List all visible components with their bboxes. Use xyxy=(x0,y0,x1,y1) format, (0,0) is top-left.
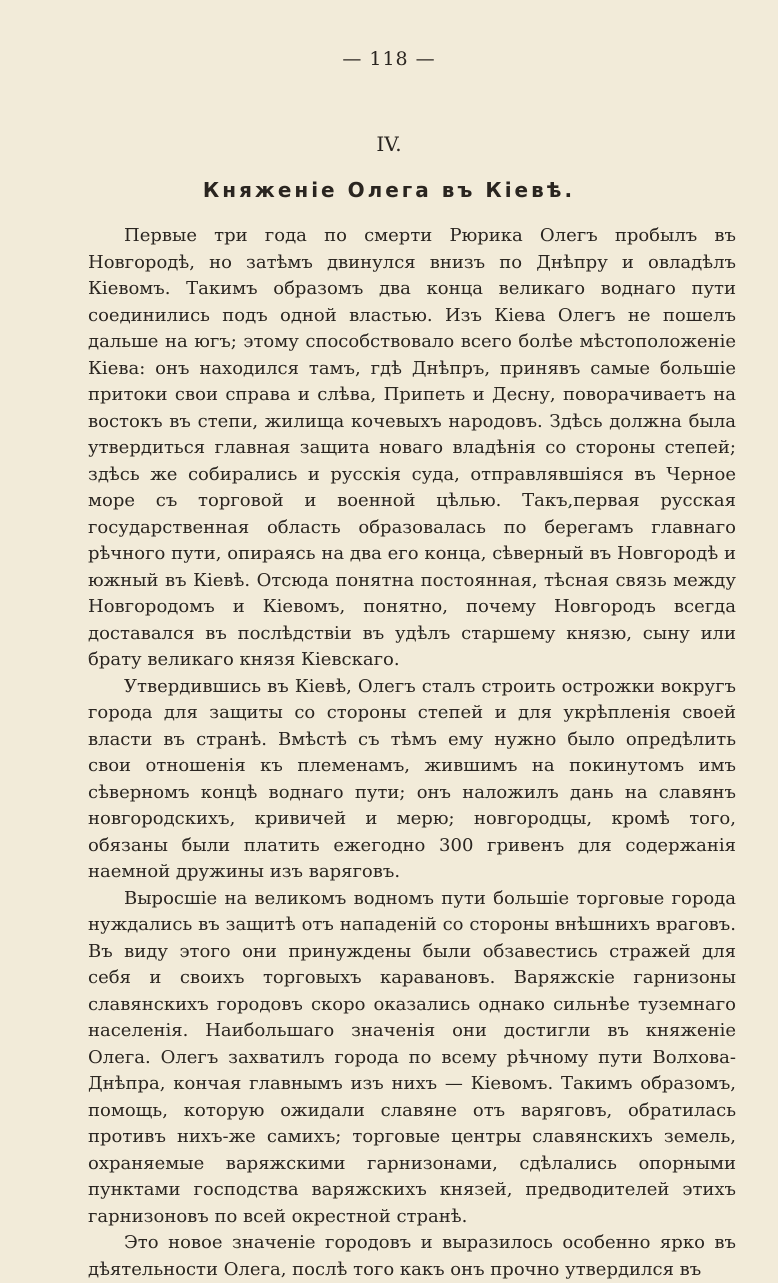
paragraph-1: Первые три года по смерти Рюрика Олегъ пробылъ въ Новгородѣ, но затѣмъ двинулся внизъ по Днѣпру и овладѣлъ Кіевомъ. Такимъ образомъ два конца великаго воднаго пути соединились подъ одной властью. Изъ Кіева Олегъ не пошелъ дальше на югъ; этому способствовало всего болѣе мѣстоположеніе Кіева: онъ находился тамъ, гдѣ Днѣпръ, принявъ самые большіе притоки свои справа и слѣва, Припеть и Десну, поворачиваетъ на востокъ въ степи, жилища кочевыхъ народовъ. Здѣсь должна была утвердиться главная защита новаго владѣнія со стороны степей; здѣсь же собирались и русскія суда, отправлявшіяся въ Черное море съ торговой и военной цѣлью. Такъ,первая русская государственная область образовалась по берегамъ главнаго рѣчного пути, опираясь на два его конца, сѣверный въ Новгородѣ и южный въ Кіевѣ. Отсюда понятна постоянная, тѣсная связь между Новгородомъ и Кіевомъ, понятно, почему Новгородъ всегда доставался въ послѣдствіи въ удѣлъ старшему князю, сыну или брату великаго князя Кіевскаго. xyxy=(88,225,736,670)
paragraph-2: Утвердившись въ Кіевѣ, Олегъ сталъ строить острожки вокругъ города для защиты со стороны степей и для укрѣпленія своей власти въ странѣ. Вмѣстѣ съ тѣмъ ему нужно было опредѣлить свои отношенія къ племенамъ, жившимъ на покинутомъ имъ сѣверномъ концѣ воднаго пути; онъ наложилъ дань на славянъ новгородскихъ, кривичей и мерю; новгородцы, кромѣ того, обязаны были платить ежегодно 300 гривенъ для содержанія наемной дружины изъ варяговъ. xyxy=(88,675,736,882)
page-number: — 118 — xyxy=(342,48,436,70)
paragraph-3: Выросшіе на великомъ водномъ пути большіе торговые города нуждались въ защитѣ отъ нападеній со стороны внѣшнихъ враговъ. Въ виду этого они принуждены были обзавестись стражей для себя и своихъ торговыхъ каравановъ. Варяжскіе гарнизоны славянскихъ городовъ скоро оказались однако сильнѣе туземнаго населенія. Наибольшаго значенія они достигли въ княженіе Олега. Олегъ захватилъ города по всему рѣчному пути Волхова-Днѣпра, кончая главнымъ изъ нихъ — Кіевомъ. Такимъ образомъ, помощь, которую ожидали славяне отъ варяговъ, обратилась противъ нихъ-же самихъ; торговые центры славянскихъ земель, охраняемые варяжскими гарнизонами, сдѣлались опорными пунктами господства варяжскихъ князей, предводителей этихъ гарнизоновъ по всей окрестной странѣ. xyxy=(88,887,736,1227)
chapter-title: Княженіе Олега въ Кіевѣ. xyxy=(202,178,576,202)
body-text xyxy=(88,223,736,1283)
chapter-number: IV. xyxy=(376,132,402,156)
paragraph-4: Это новое значеніе городовъ и выразилось особенно ярко въ дѣятельности Олега, послѣ того какъ онъ прочно утвердился въ xyxy=(88,1232,736,1280)
